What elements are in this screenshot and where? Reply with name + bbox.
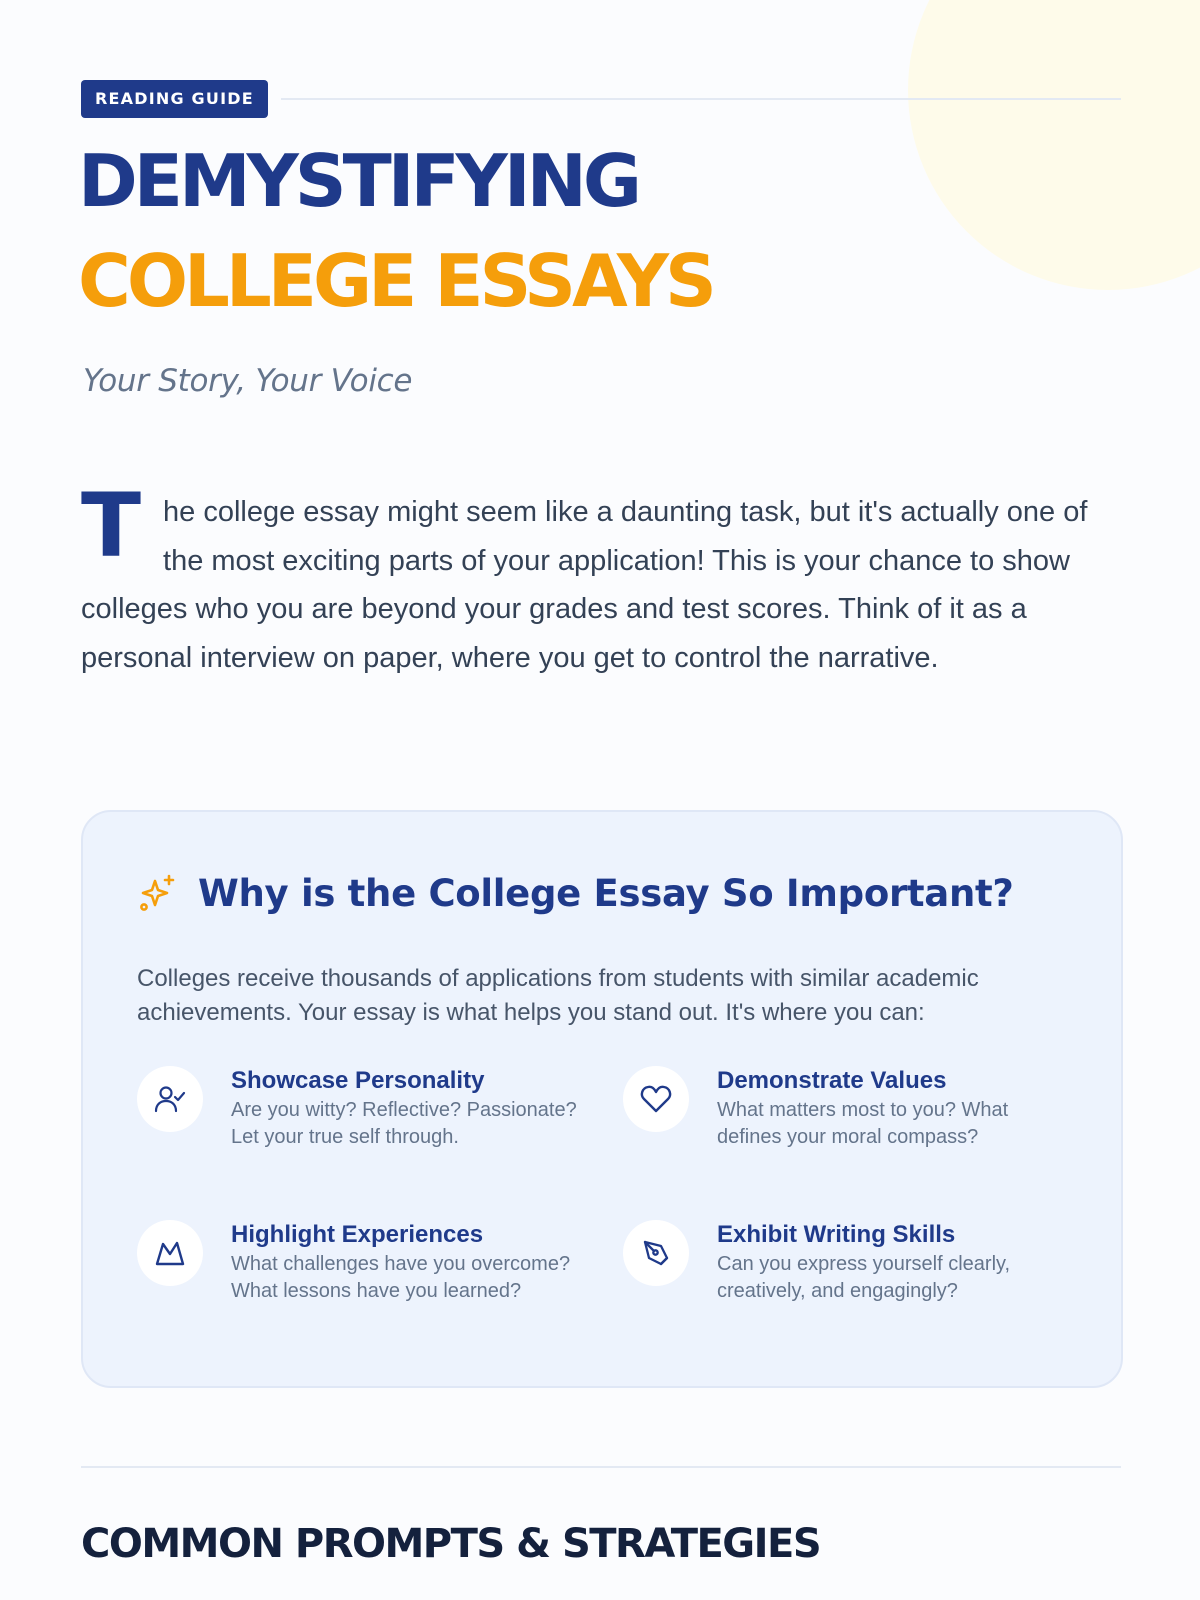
mountain-icon bbox=[137, 1220, 203, 1286]
feature-title: Demonstrate Values bbox=[717, 1067, 947, 1094]
page-title-line-2: COLLEGE ESSAYS bbox=[78, 239, 713, 323]
intro-text: he college essay might seem like a daunting task, but it's actually one of the most exciting parts of your application! This is your chance to show colleges who you are beyond your grades and test scores. Think of it as a personal interview on paper, where you get to control the narrative. bbox=[81, 496, 1088, 674]
drop-cap: T bbox=[81, 474, 142, 577]
heart-icon bbox=[623, 1066, 689, 1132]
feature-title: Showcase Personality bbox=[231, 1067, 485, 1094]
reading-guide-badge: READING GUIDE bbox=[81, 80, 268, 118]
feature-text: What matters most to you? What defines your moral compass? bbox=[717, 1099, 1009, 1148]
sparkle-icon bbox=[137, 872, 177, 912]
feature-text: What challenges have you overcome? What lessons have you learned? bbox=[231, 1253, 571, 1302]
user-check-icon bbox=[137, 1066, 203, 1132]
card-title: Why is the College Essay So Important? bbox=[198, 872, 1014, 915]
section-divider bbox=[81, 1466, 1121, 1468]
card-description: Colleges receive thousands of applications from students with similar academic achievements. Your essay is what helps you stand out. It's where you can: bbox=[137, 965, 979, 1026]
decorative-circle bbox=[908, 0, 1200, 290]
header-tag-row bbox=[81, 80, 1121, 118]
page-title-line-1: DEMYSTIFYING bbox=[78, 139, 638, 223]
feature-title: Highlight Experiences bbox=[231, 1221, 484, 1248]
importance-card bbox=[81, 810, 1123, 1388]
feature-text: Can you express yourself clearly, creatively, and engagingly? bbox=[717, 1253, 1011, 1302]
page-subtitle: Your Story, Your Voice bbox=[83, 363, 413, 399]
pen-tool-icon bbox=[623, 1220, 689, 1286]
feature-text: Are you witty? Reflective? Passionate? Let your true self through. bbox=[231, 1099, 577, 1148]
feature-title: Exhibit Writing Skills bbox=[717, 1221, 956, 1248]
section-heading: COMMON PROMPTS & STRATEGIES bbox=[81, 1521, 821, 1567]
header-divider bbox=[281, 98, 1121, 100]
intro-paragraph bbox=[81, 474, 1121, 682]
